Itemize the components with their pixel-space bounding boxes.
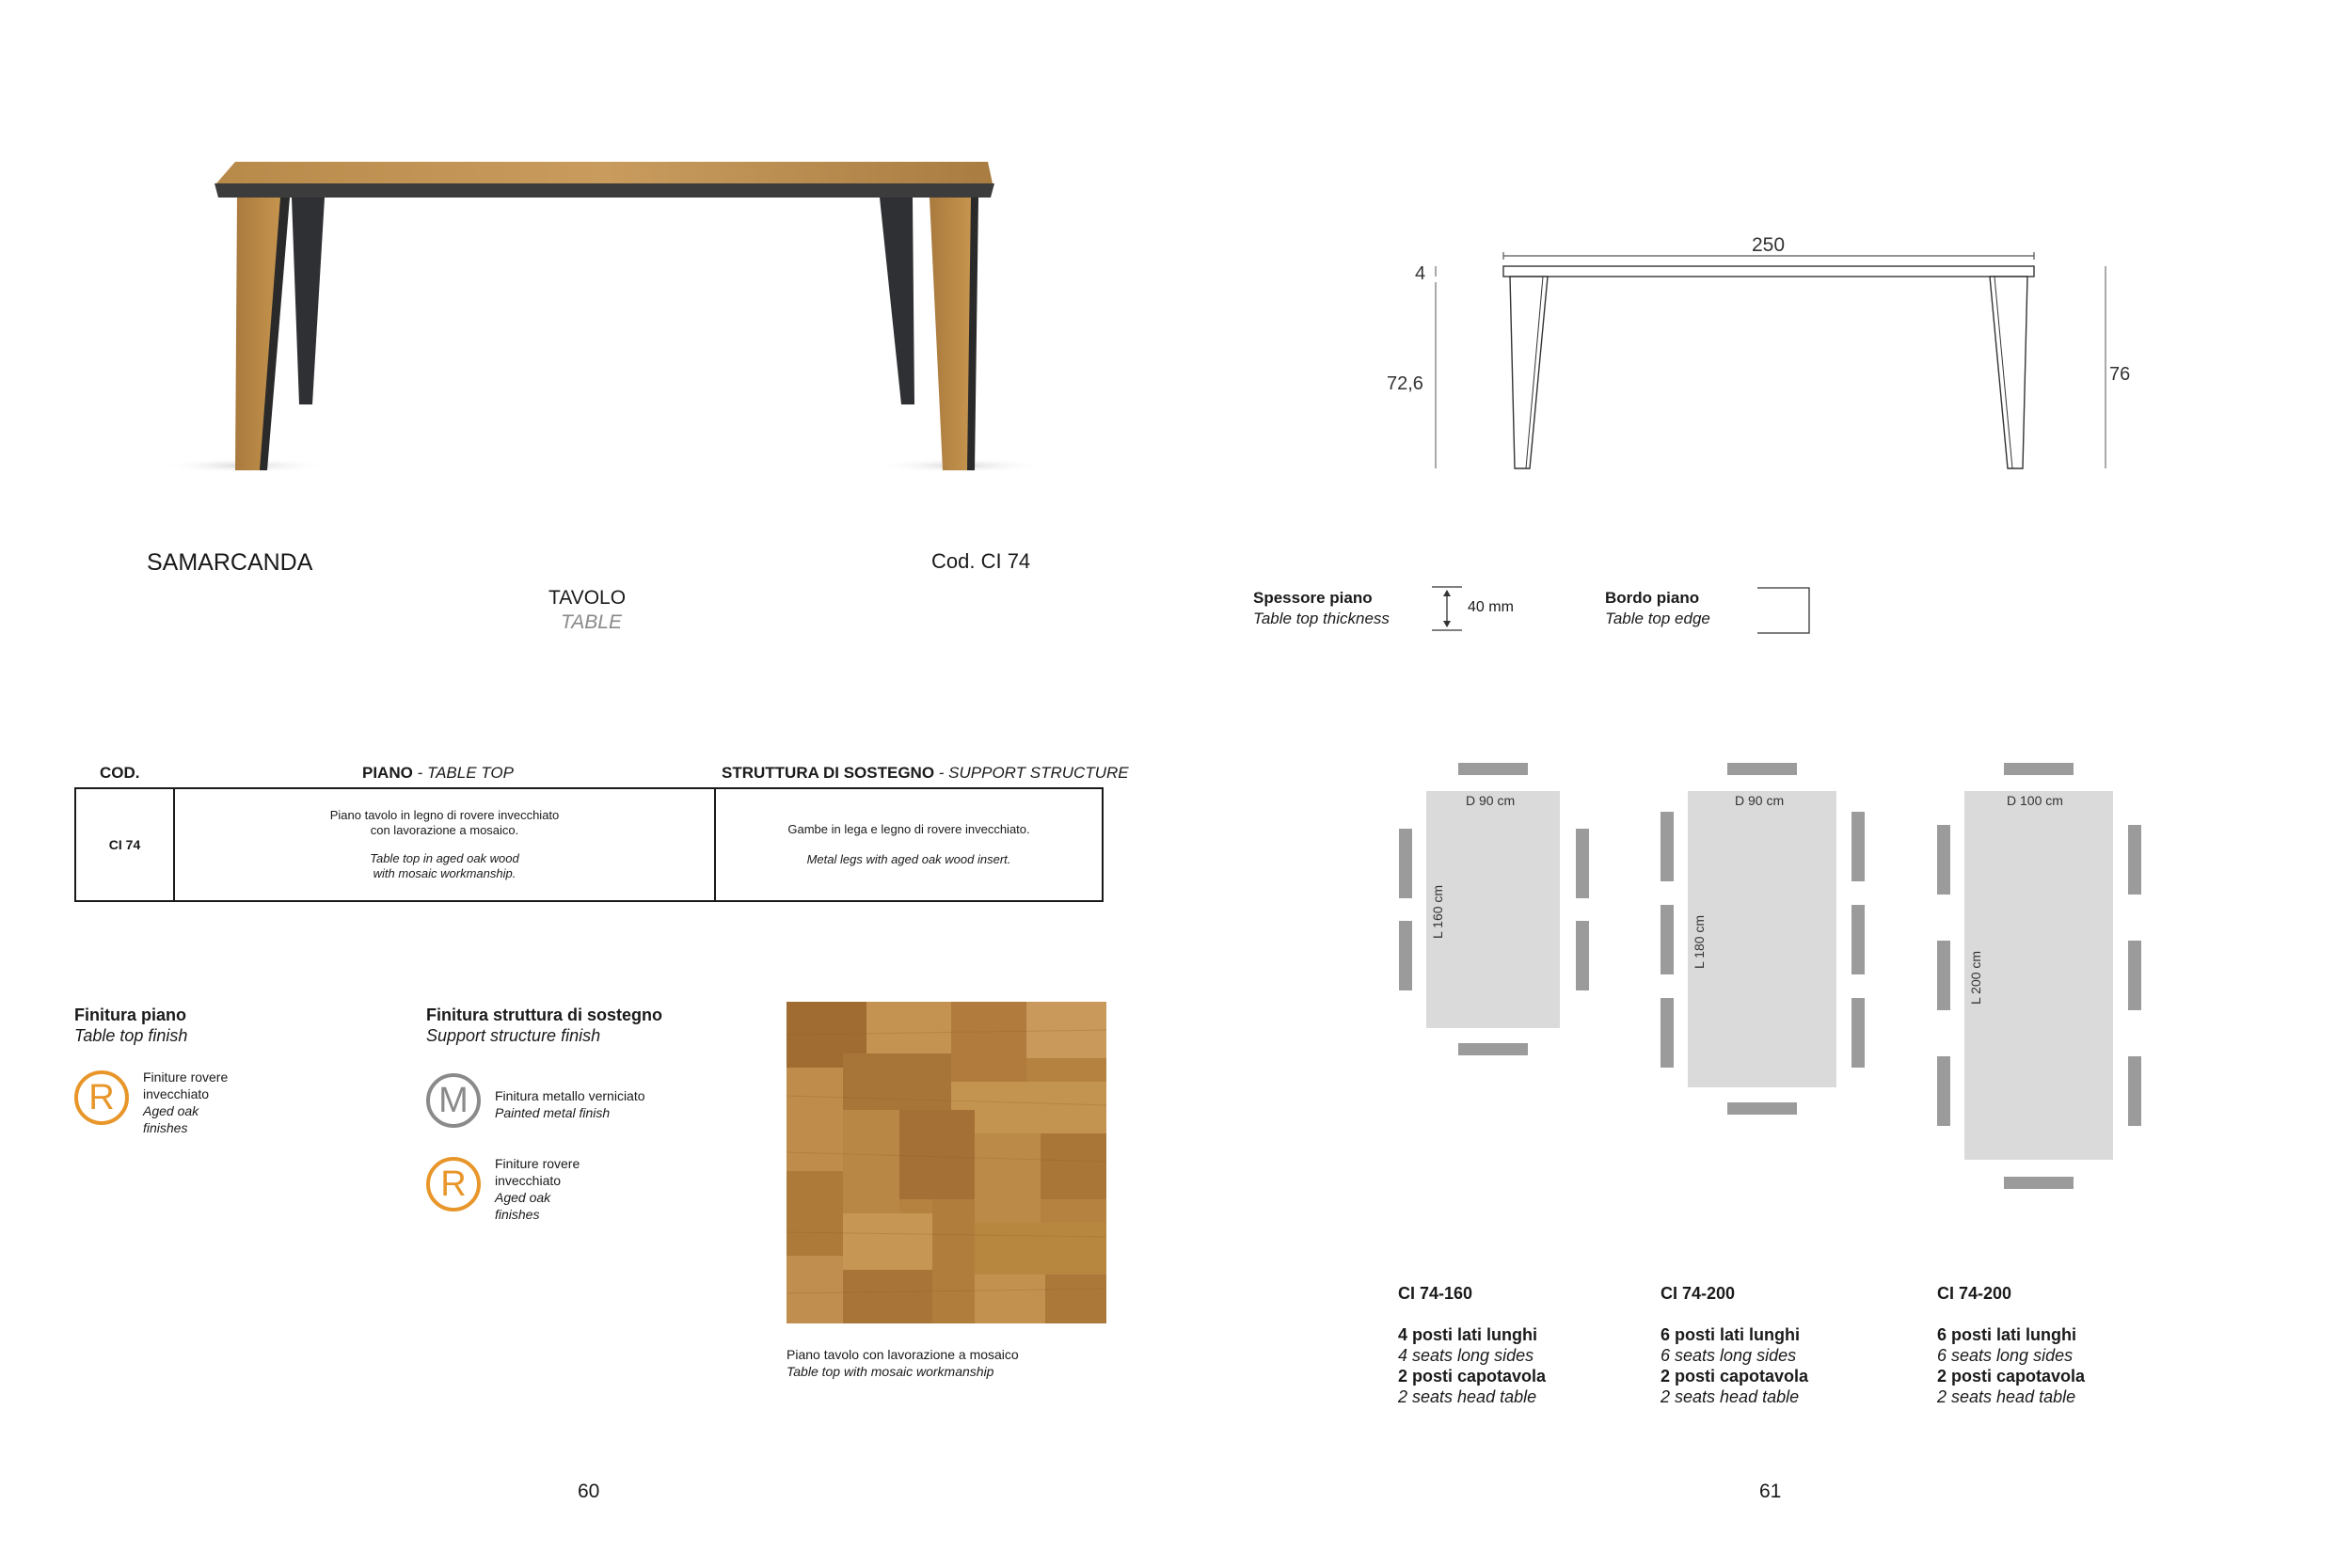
thickness-value: 40 mm [1468, 599, 1514, 615]
tabletop-180 [1688, 791, 1836, 1087]
edge-label-it: Bordo piano [1605, 589, 1700, 607]
seat-head-top [1458, 763, 1528, 775]
product-type-it: TAVOLO [548, 587, 627, 609]
wood-mosaic-sample [787, 1002, 1106, 1323]
top-desc-en-1: Table top in aged oak wood [370, 851, 519, 865]
config-3-long-en: 6 seats long sides [1937, 1346, 2074, 1365]
config-3-long-it: 6 posti lati lunghi [1937, 1325, 2076, 1344]
finish-oak-badge-icon: R [74, 1070, 129, 1125]
config-1-long-it: 4 posti lati lunghi [1398, 1325, 1537, 1344]
spec-table [74, 787, 1104, 902]
table-header-structure [722, 764, 1129, 783]
product-type-en: TABLE [561, 611, 622, 633]
struct-desc-en: Metal legs with aged oak wood insert. [806, 852, 1011, 866]
seat-right [1851, 812, 1865, 881]
top-desc-it-2: con lavorazione a mosaico. [370, 823, 519, 837]
tabletop-200 [1964, 791, 2113, 1160]
seat-right [2128, 941, 2141, 1010]
seat-head-bottom [1458, 1043, 1528, 1055]
finish-struct-oak-desc-en-2: finishes [495, 1207, 540, 1222]
finish-top-desc-en-1: Aged oak [143, 1103, 199, 1118]
seat-head-bottom [2004, 1177, 2074, 1189]
config-2-code: CI 74-200 [1661, 1284, 1736, 1303]
seat-left [1399, 829, 1412, 898]
finish-struct-title-it: Finitura struttura di sostegno [426, 1006, 663, 1024]
config-1-long-en: 4 seats long sides [1398, 1346, 1534, 1365]
tabletop-160 [1426, 791, 1560, 1028]
struct-desc-it: Gambe in lega e legno di rovere invecchiato. [787, 822, 1030, 836]
edge-profile-icon [1757, 587, 1810, 634]
finish-metal-desc [495, 1087, 645, 1121]
table-header-structure-en: - SUPPORT STRUCTURE [938, 764, 1129, 782]
config-2-long-it: 6 posti lati lunghi [1661, 1325, 1800, 1344]
seat-right [1851, 998, 1865, 1068]
finish-struct-oak-badge-icon: R [426, 1157, 481, 1212]
config-1-length: L 160 cm [1430, 884, 1445, 939]
seat-right [1851, 905, 1865, 974]
seat-head-top [2004, 763, 2074, 775]
finish-struct-oak-desc-it-2: invecchiato [495, 1173, 562, 1188]
thickness-label-it: Spessore piano [1253, 589, 1373, 607]
seat-right [2128, 1056, 2141, 1126]
table-row-code: CI 74 [108, 837, 141, 852]
table-header-top [362, 764, 514, 783]
config-2-long-en: 6 seats long sides [1661, 1346, 1797, 1365]
sample-caption-en: Table top with mosaic workmanship [787, 1364, 994, 1379]
seat-right [1576, 921, 1589, 990]
seat-right [2128, 825, 2141, 895]
product-name: SAMARCANDA [147, 549, 313, 576]
finish-top-title-en: Table top finish [74, 1026, 188, 1045]
finish-top-desc [143, 1069, 228, 1136]
finish-top-title-it: Finitura piano [74, 1006, 186, 1024]
seat-left [1937, 941, 1950, 1010]
finish-metal-desc-it: Finitura metallo verniciato [495, 1088, 645, 1103]
seat-head-bottom [1727, 1102, 1797, 1115]
table-top-description [175, 789, 714, 900]
dim-under-height: 72,6 [1387, 373, 1423, 394]
config-3-depth: D 100 cm [2007, 793, 2063, 808]
finish-top-desc-it-2: invecchiato [143, 1086, 210, 1101]
config-1-head-en: 2 seats head table [1398, 1387, 1537, 1406]
table-header-structure-it: STRUTTURA DI SOSTEGNO [722, 764, 935, 782]
top-desc-it-1: Piano tavolo in legno di rovere invecchiato [329, 808, 560, 822]
config-1-caption [1398, 1283, 1546, 1407]
config-2-length: L 180 cm [1692, 914, 1707, 969]
top-desc-en-2: with mosaic workmanship. [373, 866, 516, 880]
config-1-depth: D 90 cm [1466, 793, 1516, 808]
seat-left [1661, 812, 1674, 881]
table-header-top-en: - TABLE TOP [417, 764, 514, 782]
finish-struct-oak-desc-it-1: Finiture rovere [495, 1156, 580, 1171]
thickness-label-en: Table top thickness [1253, 610, 1390, 627]
seat-right [1576, 829, 1589, 898]
config-2-head-en: 2 seats head table [1661, 1387, 1800, 1406]
config-3-code: CI 74-200 [1937, 1284, 2012, 1303]
sample-caption-it: Piano tavolo con lavorazione a mosaico [787, 1347, 1019, 1362]
table-structure-description [716, 789, 1102, 900]
product-code: Cod. CI 74 [931, 549, 1031, 573]
seat-head-top [1727, 763, 1797, 775]
seat-left [1399, 921, 1412, 990]
thickness-arrow-icon [1428, 585, 1466, 632]
config-3-length: L 200 cm [1968, 950, 1983, 1005]
finish-struct-oak-desc-en-1: Aged oak [495, 1190, 551, 1205]
seat-left [1661, 905, 1674, 974]
seat-left [1937, 1056, 1950, 1126]
product-photo-table [141, 141, 1063, 499]
seat-left [1661, 998, 1674, 1068]
finish-top-desc-it-1: Finiture rovere [143, 1069, 229, 1085]
config-1-code: CI 74-160 [1398, 1284, 1473, 1303]
config-2-head-it: 2 posti capotavola [1661, 1367, 1809, 1386]
finish-top-desc-en-2: finishes [143, 1120, 188, 1135]
config-2-depth: D 90 cm [1735, 793, 1785, 808]
dim-length: 250 [1752, 234, 1786, 256]
page-number-right: 61 [1759, 1481, 1782, 1502]
finish-struct-oak-desc [495, 1155, 580, 1223]
table-header-code: COD. [100, 764, 140, 782]
finish-metal-desc-en: Painted metal finish [495, 1105, 611, 1120]
dim-top-thickness: 4 [1415, 263, 1426, 284]
table-header-top-it: PIANO [362, 764, 413, 782]
config-3-caption [1937, 1283, 2085, 1407]
technical-drawing [1392, 245, 2145, 480]
config-3-head-it: 2 posti capotavola [1937, 1367, 2086, 1386]
edge-label-en: Table top edge [1605, 610, 1710, 627]
config-2-caption [1661, 1283, 1808, 1407]
config-3-head-en: 2 seats head table [1937, 1387, 2076, 1406]
dim-total-height: 76 [2109, 364, 2131, 385]
finish-struct-title-en: Support structure finish [426, 1026, 601, 1045]
config-1-head-it: 2 posti capotavola [1398, 1367, 1547, 1386]
finish-metal-badge-icon: M [426, 1073, 481, 1128]
seat-left [1937, 825, 1950, 895]
page-number-left: 60 [578, 1481, 600, 1502]
